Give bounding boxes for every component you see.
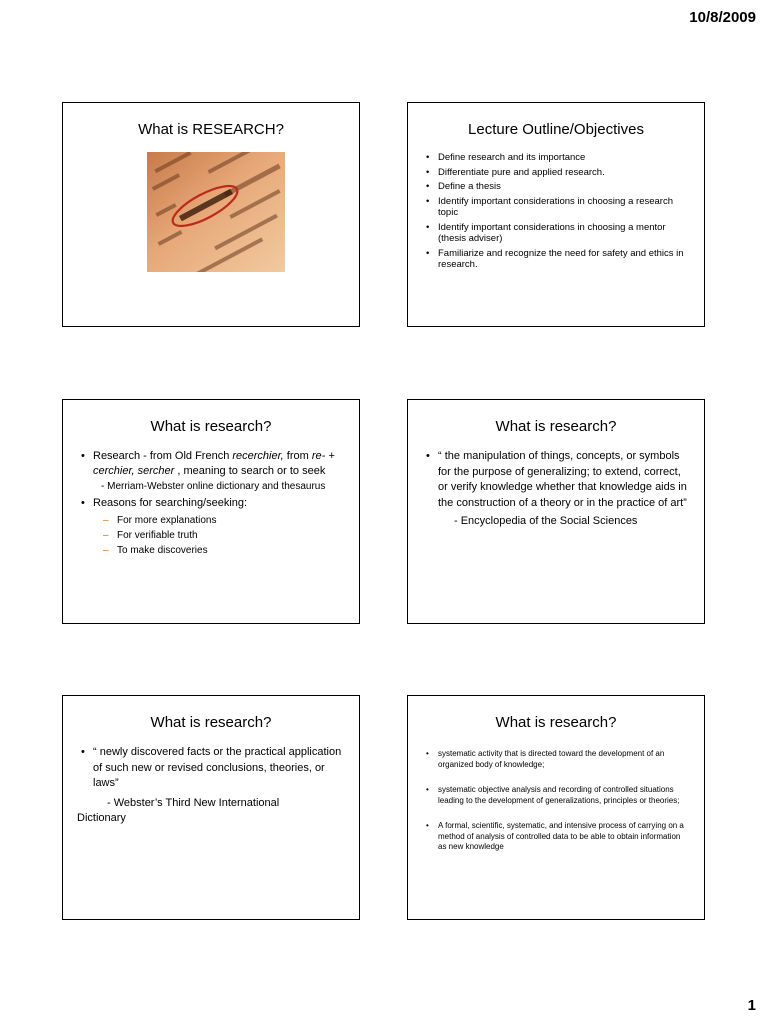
italic-term: recerchier, [232, 450, 284, 462]
source-line-text: - Webster’s Third New International [107, 796, 280, 809]
slide-title: What is RESEARCH? [138, 121, 284, 138]
slide-title: What is research? [495, 418, 617, 435]
list-item [79, 496, 345, 558]
etymology-list [79, 449, 345, 558]
definition-list [424, 449, 690, 511]
slide-title: Lecture Outline/Objectives [468, 121, 644, 138]
list-item: • Define a thesis [424, 181, 688, 193]
definition-list [79, 745, 345, 792]
text: , meaning to search or to seek [174, 465, 326, 477]
source-line: Dictionary [77, 812, 126, 824]
sub-list [93, 513, 345, 558]
sub-item: – For more explanations [93, 513, 345, 528]
sub-item: – To make discoveries [93, 543, 345, 558]
list-item [79, 449, 345, 494]
list-item: • systematic activity that is directed toward the development of an organized body of knowledge; [424, 749, 690, 770]
list-item: • Identify important considerations in choosing a research topic [424, 196, 688, 219]
sub-item: – For verifiable truth [93, 528, 345, 543]
source-citation: - Encyclopedia of the Social Sciences [454, 515, 638, 527]
text: from [283, 450, 312, 462]
source-citation: - Merriam-Webster online dictionary and thesaurus [101, 481, 326, 492]
list-item: • Familiarize and recognize the need for safety and ethics in research. [424, 248, 688, 271]
page-number: 1 [747, 997, 756, 1014]
source-citation [63, 796, 359, 827]
text: Research - from Old French [93, 450, 233, 462]
list-item: • A formal, scientific, systematic, and intensive process of carrying on a method of analysis of controlled data to be able to obtain information as new knowledge [424, 821, 690, 853]
slide-lecture-outline [407, 102, 705, 327]
slide-encyclopedia-definition [407, 399, 705, 624]
objectives-list [424, 152, 688, 271]
slide-what-is-research-image [62, 102, 360, 327]
slide-title: What is research? [150, 418, 272, 435]
dictionary-research-photo-icon [147, 152, 285, 272]
italic-term: re- + cerchier, sercher [93, 450, 335, 477]
slide-webster-definition [62, 695, 360, 920]
list-item: • Define research and its importance [424, 152, 688, 164]
header-date: 10/8/2009 [689, 9, 756, 26]
slide-title: What is research? [150, 714, 272, 731]
definition-list [424, 749, 690, 853]
list-item: • Identify important considerations in choosing a mentor (thesis adviser) [424, 222, 688, 245]
text: Reasons for searching/seeking: [93, 497, 248, 509]
list-item: • systematic objective analysis and recording of controlled situations leading to the development of generalizations, principles or theories; [424, 785, 690, 806]
slide-title: What is research? [495, 714, 617, 731]
list-item: • “ newly discovered facts or the practical application of such new or revised conclusions, theories, or laws” [79, 745, 345, 792]
source-line [93, 796, 359, 812]
list-item: • “ the manipulation of things, concepts, or symbols for the purpose of generalizing; to extend, correct, or verify knowledge whether that knowledge aids in the construction of a theory or in the practice of art” [424, 449, 690, 511]
slide-definitions-list [407, 695, 705, 920]
slide-etymology [62, 399, 360, 624]
list-item: • Differentiate pure and applied research. [424, 167, 688, 179]
